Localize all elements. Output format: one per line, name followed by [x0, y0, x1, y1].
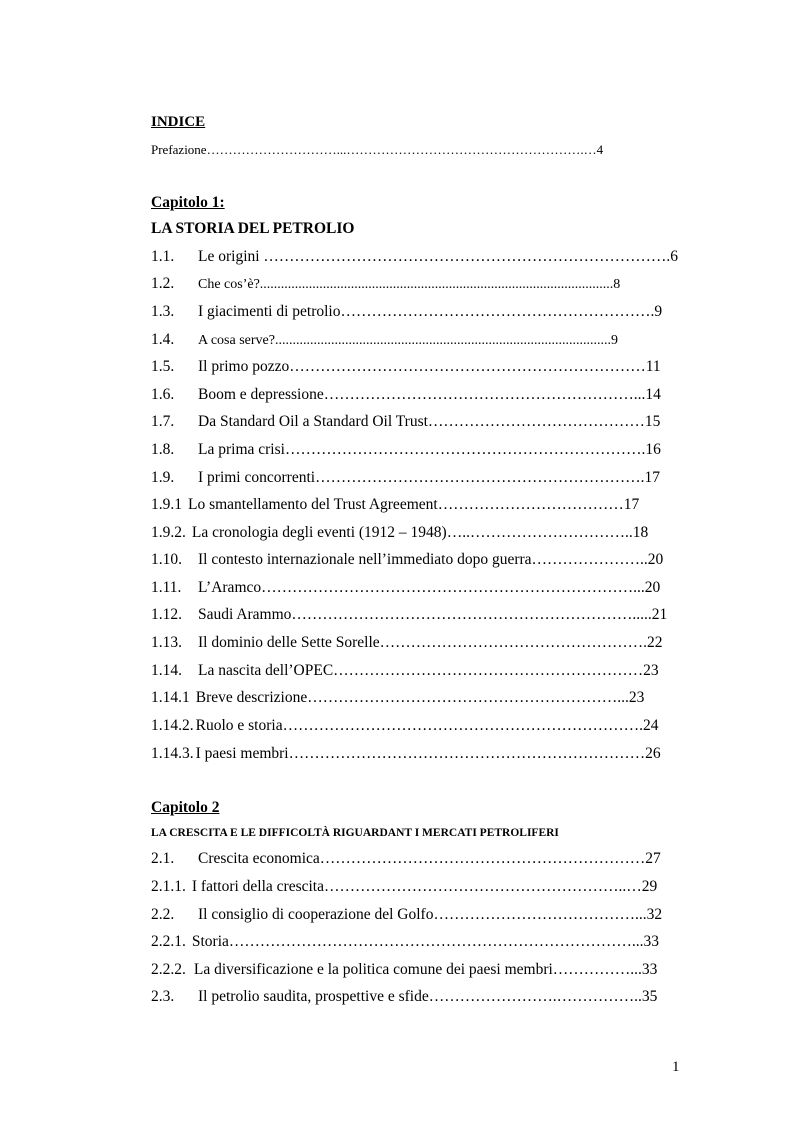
toc-entry-1-13	[151, 635, 663, 651]
toc-text: Boom e depressione……………………………………………………...14	[198, 386, 661, 403]
toc-number: 2.1.	[151, 850, 175, 867]
toc-text: Crescita economica………………………………………………………27	[198, 850, 661, 867]
toc-text: La nascita dell’OPEC……………………………………………………23	[198, 662, 659, 679]
toc-entry-1-6	[151, 387, 661, 403]
toc-text: Breve descrizione……………………………………………………...23	[195, 689, 645, 706]
toc-text: Da Standard Oil a Standard Oil Trust……………………………………15	[198, 413, 661, 430]
toc-text: Storia……………………………………………………………………...33	[191, 933, 660, 950]
toc-text: Il dominio delle Sette Sorelle…………………………………………….22	[198, 634, 663, 651]
toc-entry-2-1-1	[151, 879, 657, 895]
chapter-2-title: LA CRESCITA E LE DIFFICOLTÀ RIGUARDANT I MERCATI PETROLIFERI	[151, 827, 559, 839]
toc-entry-1-12	[151, 607, 667, 623]
toc-entry-2-2-1	[151, 934, 659, 950]
toc-text: I paesi membri……………………………………………………………26	[195, 745, 661, 762]
toc-entry-1-14	[151, 663, 659, 679]
toc-number: 1.11.	[151, 579, 182, 596]
toc-entry-1-14-1	[151, 690, 644, 706]
toc-entry-1-3	[151, 304, 662, 320]
toc-text: Il petrolio saudita, prospettive e sfide…………………….……………..35	[198, 988, 658, 1005]
toc-number: 1.13.	[151, 634, 182, 651]
toc-number: 1.14.	[151, 662, 182, 679]
page-number: 1	[672, 1059, 680, 1075]
toc-number: 1.5.	[151, 358, 175, 375]
toc-entry-1-11	[151, 580, 660, 596]
toc-entry-2-3	[151, 989, 657, 1005]
toc-text: L’Aramco………………………………………………………………...20	[198, 579, 661, 596]
toc-text: Le origini …………………………………………………………………….6	[198, 248, 679, 265]
toc-number: 1.4.	[151, 331, 175, 348]
toc-text: Saudi Arammo………………………………………………………….....21	[198, 606, 668, 623]
toc-entry-1-9-1	[151, 497, 639, 513]
toc-number: 2.2.1.	[151, 933, 186, 950]
toc-number: 2.1.1.	[151, 878, 186, 895]
toc-entry-1-9-2	[151, 525, 648, 541]
toc-text: Lo smantellamento del Trust Agreement………………………………17	[188, 496, 640, 513]
toc-entry-1-1	[151, 249, 678, 265]
toc-number: 1.7.	[151, 413, 175, 430]
toc-text: A cosa serve?................................................................................................9	[198, 333, 618, 348]
toc-number: 1.10.	[151, 551, 182, 568]
toc-entry-2-2	[151, 907, 662, 923]
chapter-2-label: Capitolo 2	[151, 799, 220, 816]
toc-text: Ruolo e storia…………………………………………………………….24	[195, 717, 659, 734]
toc-entry-2-2-2	[151, 962, 657, 978]
preface-entry: Prefazione…………………………...……………………………………………….…4	[151, 142, 604, 157]
toc-text: I primi concorrenti……………………………………………………….17	[198, 469, 660, 486]
toc-entry-1-2	[151, 276, 620, 292]
toc-text: La cronologia degli eventi (1912 – 1948)…..…………………………..18	[191, 524, 649, 541]
toc-entry-2-1	[151, 851, 661, 867]
toc-text: I giacimenti di petrolio…………………………………………………….9	[198, 303, 663, 320]
toc-number: 1.1.	[151, 248, 175, 265]
toc-text: Il primo pozzo……………………………………………………………11	[198, 358, 661, 375]
toc-entry-1-14-2	[151, 718, 658, 734]
toc-number: 1.2.	[151, 275, 175, 292]
toc-entry-1-10	[151, 552, 663, 568]
toc-number: 1.6.	[151, 386, 175, 403]
toc-number: 1.9.	[151, 469, 175, 486]
toc-number: 1.8.	[151, 441, 175, 458]
toc-text: La diversificazione e la politica comune dei paesi membri……………...33	[193, 961, 658, 978]
toc-entry-1-14-3	[151, 746, 661, 762]
toc-number: 1.12.	[151, 606, 182, 623]
toc-text: Il contesto internazionale nell’immediato dopo guerra…………………..20	[198, 551, 664, 568]
toc-text: La prima crisi…………………………………………………………….16	[198, 441, 661, 458]
toc-entry-1-5	[151, 359, 661, 375]
toc-number: 2.2.	[151, 906, 175, 923]
toc-number: 1.3.	[151, 303, 175, 320]
toc-number: 1.14.1	[151, 689, 190, 706]
chapter-1-title: LA STORIA DEL PETROLIO	[151, 220, 355, 237]
index-heading: INDICE	[151, 114, 206, 130]
toc-text: Il consiglio di cooperazione del Golfo…………………………………...32	[198, 906, 663, 923]
toc-entry-1-7	[151, 414, 660, 430]
toc-number: 1.9.1	[151, 496, 182, 513]
toc-number: 2.2.2.	[151, 961, 186, 978]
toc-number: 1.14.2.	[151, 717, 194, 734]
toc-entry-1-9	[151, 470, 660, 486]
toc-entry-1-4	[151, 332, 618, 348]
toc-entry-1-8	[151, 442, 661, 458]
chapter-1-label: Capitolo 1:	[151, 194, 225, 211]
toc-number: 1.9.2.	[151, 524, 186, 541]
toc-number: 2.3.	[151, 988, 175, 1005]
toc-text: Che cos’è?.....................................................................................................8	[198, 277, 621, 292]
toc-number: 1.14.3.	[151, 745, 194, 762]
toc-text: I fattori della crescita…………………………………………………..…29	[191, 878, 658, 895]
